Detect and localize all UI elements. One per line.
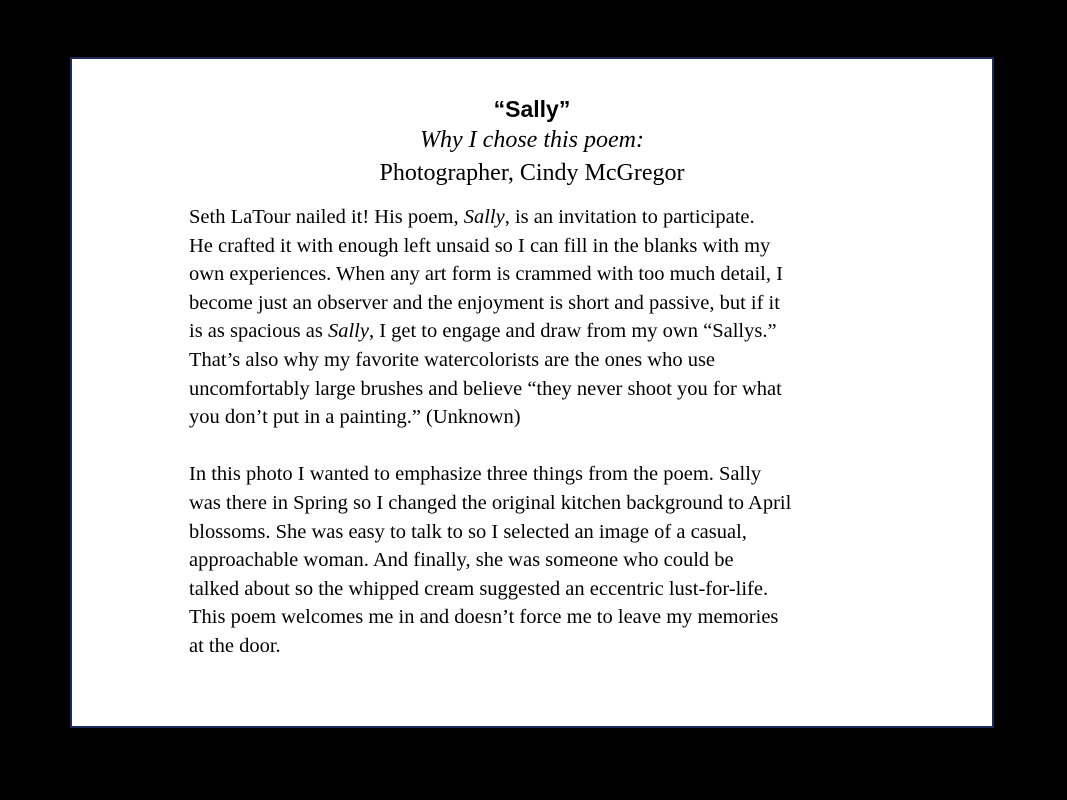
paragraph-1-line: is as spacious as Sally, I get to engage and draw from my own “Sallys.” bbox=[189, 320, 777, 343]
document-page bbox=[70, 57, 994, 728]
author-line: Photographer, Cindy McGregor bbox=[379, 160, 685, 186]
paragraph-2-line: was there in Spring so I changed the original kitchen background to April bbox=[189, 491, 792, 514]
body-text bbox=[189, 203, 909, 661]
paragraph-1-line: become just an observer and the enjoyment is short and passive, but if it bbox=[189, 291, 780, 314]
subtitle: Why I chose this poem: bbox=[420, 127, 644, 153]
paragraph-2-line: talked about so the whipped cream suggested an eccentric lust-for-life. bbox=[189, 577, 769, 600]
paragraph-1-line: He crafted it with enough left unsaid so I can fill in the blanks with my bbox=[189, 234, 771, 257]
paragraph-2-line: approachable woman. And finally, she was someone who could be bbox=[189, 549, 734, 572]
paragraph-1-line: Seth LaTour nailed it! His poem, Sally, is an invitation to participate. bbox=[189, 206, 755, 228]
paragraph-1-line: you don’t put in a painting.” (Unknown) bbox=[189, 406, 521, 429]
paragraph-2-line: This poem welcomes me in and doesn’t force me to leave my memories bbox=[189, 606, 779, 629]
poem-title: “Sally” bbox=[493, 96, 571, 122]
paragraph-1-line: own experiences. When any art form is crammed with too much detail, I bbox=[189, 263, 783, 286]
paragraph-2-line: blossoms. She was easy to talk to so I selected an image of a casual, bbox=[189, 520, 747, 543]
paragraph-2-line: In this photo I wanted to emphasize three things from the poem. Sally bbox=[189, 463, 762, 486]
paragraph-2-line: at the door. bbox=[189, 634, 281, 657]
paragraph-1-line: That’s also why my favorite watercolorists are the ones who use bbox=[189, 348, 716, 371]
paragraph-gap bbox=[189, 432, 909, 461]
paragraph-1-line: uncomfortably large brushes and believe “they never shoot you for what bbox=[189, 377, 782, 400]
